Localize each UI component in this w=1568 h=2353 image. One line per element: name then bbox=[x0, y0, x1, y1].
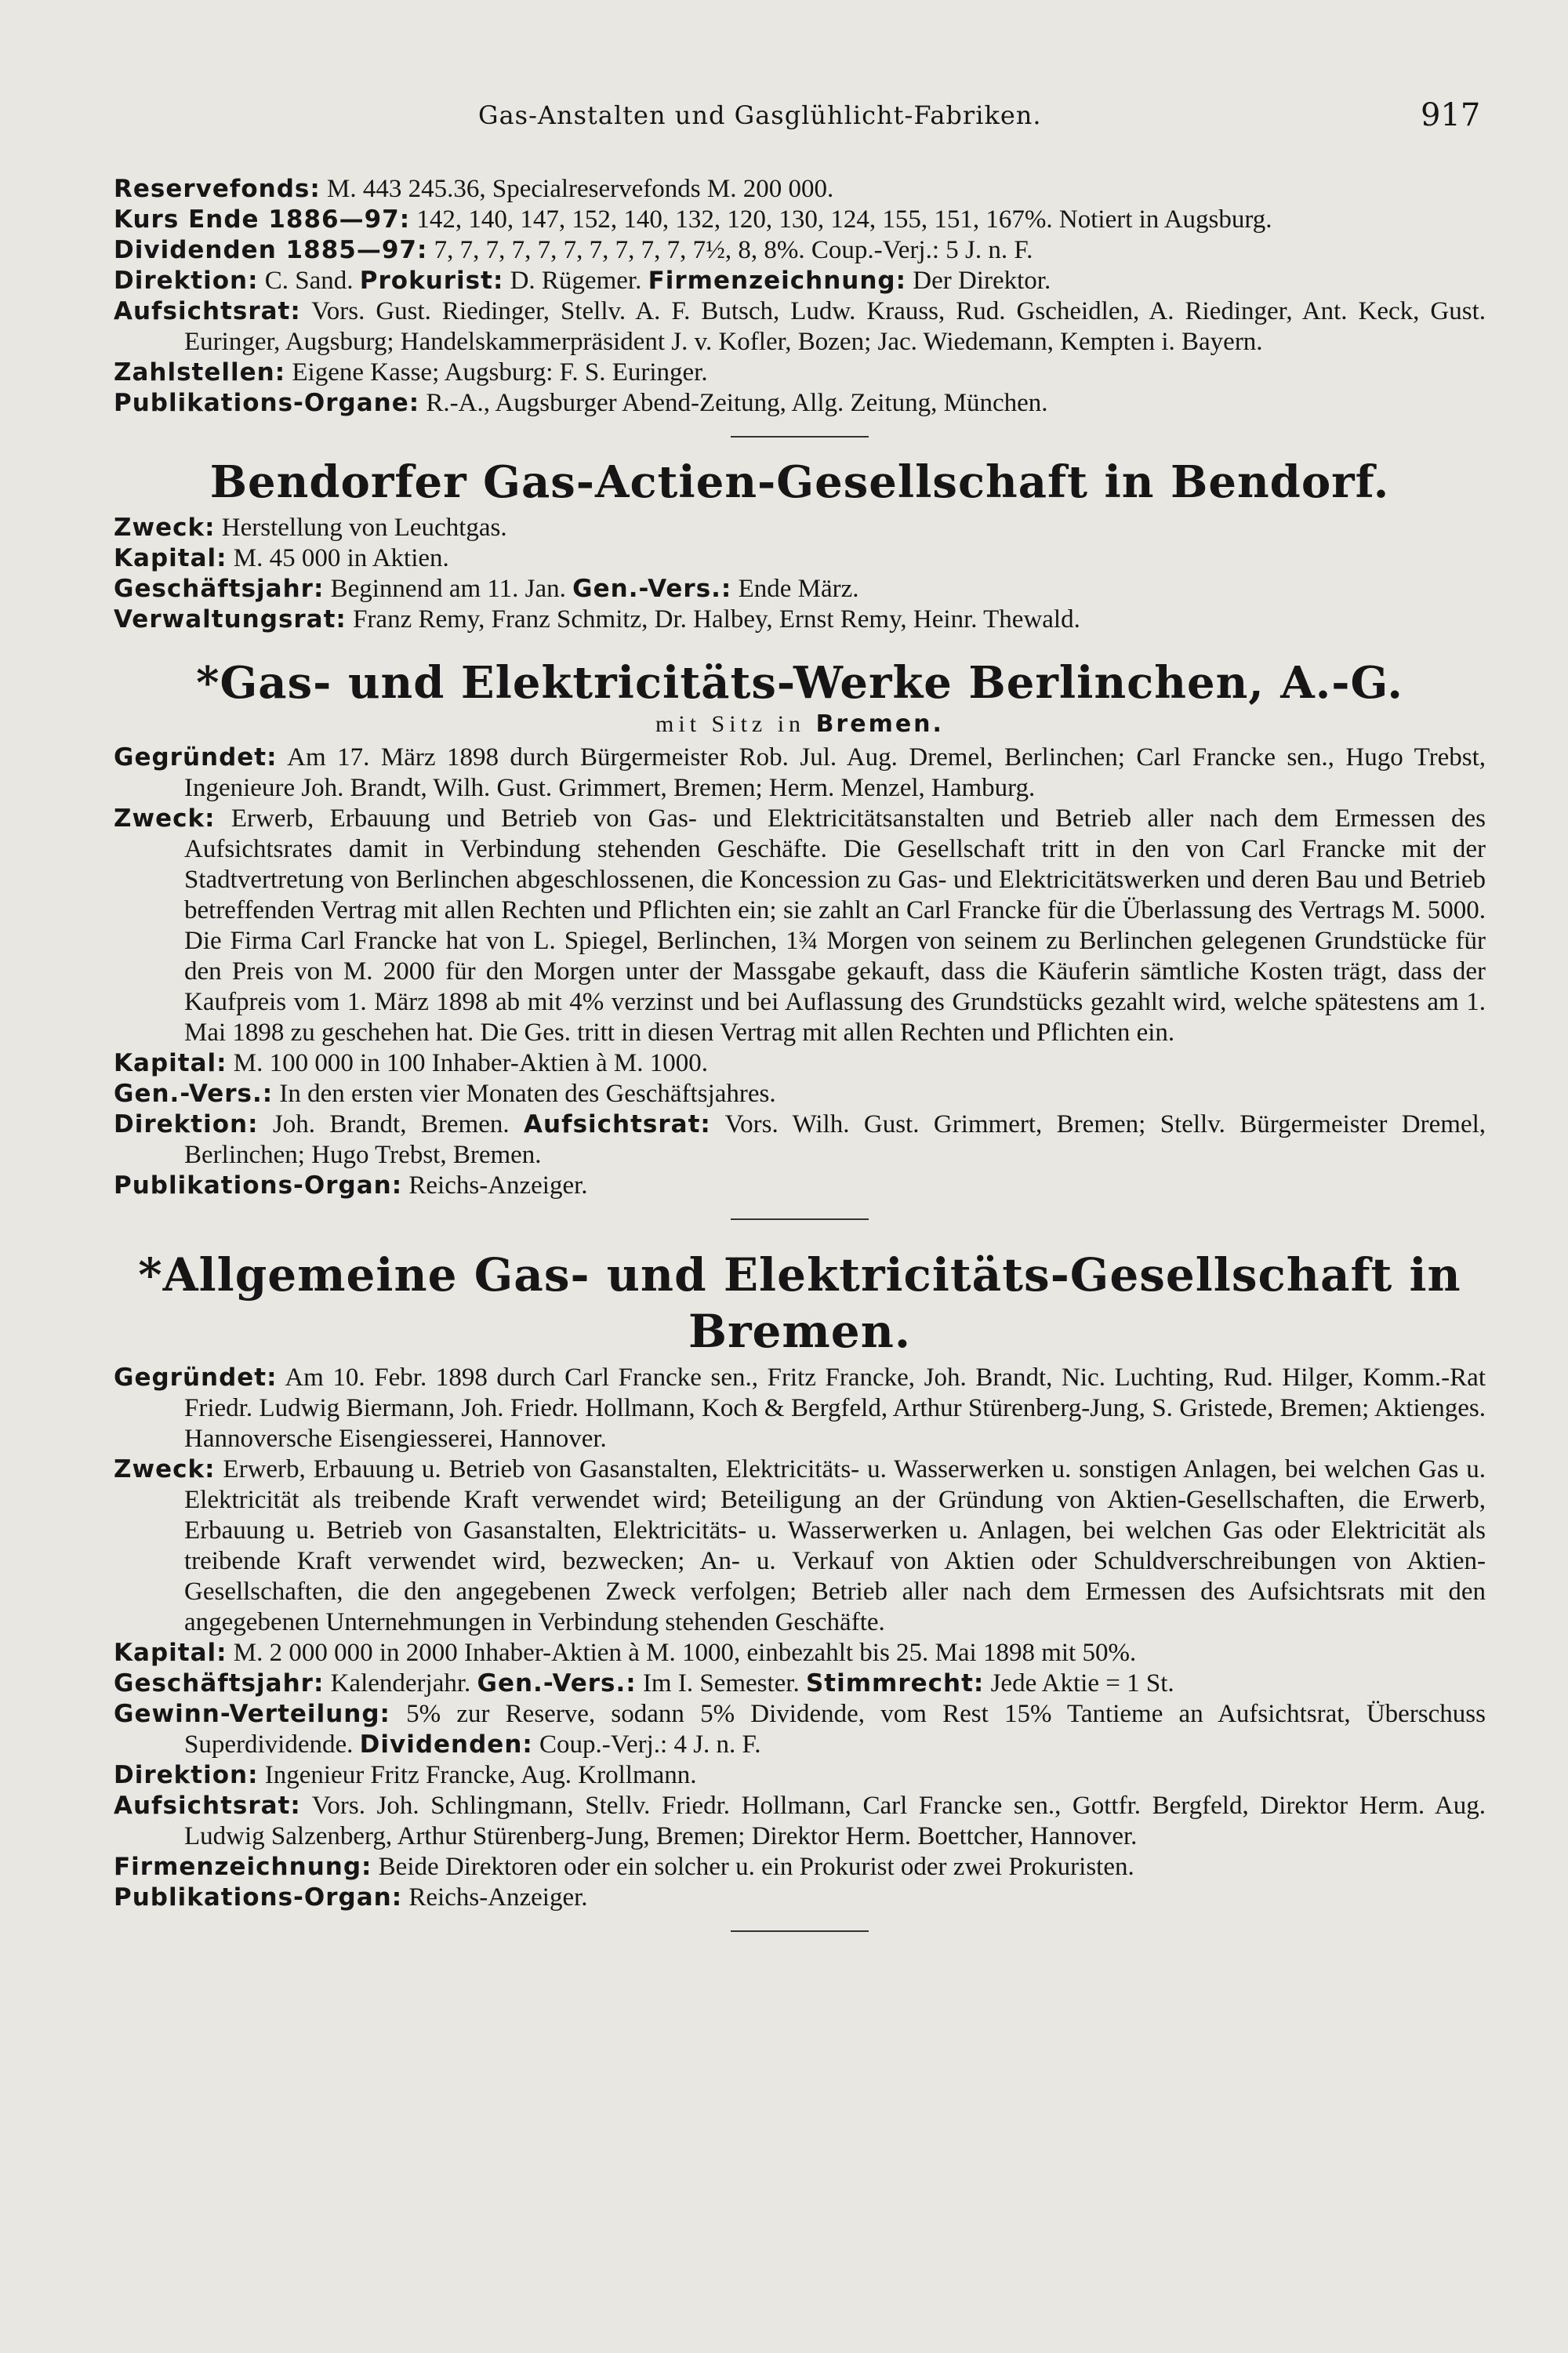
section-continuation bbox=[114, 174, 1486, 438]
entry-label: Firmenzeichnung: bbox=[114, 1853, 372, 1881]
entry-label: Stimmrecht: bbox=[805, 1669, 985, 1698]
entry-text: 5% zur Reserve, sodann 5% Dividende, vom Rest 15% Tantieme an Aufsichtsrat, Überschuss Superdividende. bbox=[184, 1700, 1486, 1759]
entry-text: Joh. Brandt, Bremen. bbox=[258, 1110, 524, 1138]
entry-label: Gewinn-Verteilung: bbox=[114, 1700, 390, 1728]
entry-gegruendet bbox=[114, 743, 1486, 804]
entry-text: D. Rügemer. bbox=[503, 267, 648, 295]
section-divider bbox=[731, 1218, 869, 1220]
entry-text: C. Sand. bbox=[258, 267, 360, 295]
entry-text: In den ersten vier Monaten des Geschäftsjahres. bbox=[273, 1080, 776, 1108]
entry-text: Erwerb, Erbauung u. Betrieb von Gasanstalten, Elektricitäts- u. Wasserwerken u. sonstigen Anlagen, bei welchen Gas u. Elektricität als treibende Kraft verwendet wird; Beteiligung an der Gründung von Aktien-Gesellschaften, die Erwerb, Erbauung u. Betrieb von Gasanstalten, Elektricitäts- u. Wasserwerken u. Anlagen, bei welchen Gas oder Elektricität als treibende Kraft verwendet wird, bezwecken; An- u. Verkauf von Aktien oder Schuldverschreibungen von Aktien-Gesellschaften, die den angegebenen Zweck verfolgen; Betrieb aller nach dem Ermessen des Aufsichtsrats mit den angegebenen Unternehmungen in Verbindung stehenden Geschäfte. bbox=[184, 1455, 1486, 1636]
entry-text: Jede Aktie = 1 St. bbox=[984, 1669, 1174, 1698]
entry-publikations bbox=[114, 1171, 1486, 1201]
entry-text: Eigene Kasse; Augsburg: F. S. Euringer. bbox=[285, 358, 708, 387]
section-divider bbox=[731, 1930, 869, 1932]
entry-label: Verwaltungsrat: bbox=[114, 605, 347, 634]
entry-zweck bbox=[114, 1454, 1486, 1638]
entry-text: Reichs-Anzeiger. bbox=[402, 1883, 588, 1912]
entry-label: Zahlstellen: bbox=[114, 358, 286, 387]
entry-label: Dividenden: bbox=[359, 1730, 533, 1759]
entry-text: M. 443 245.36, Specialreservefonds M. 200 000. bbox=[320, 175, 834, 203]
section-bendorfer bbox=[114, 455, 1486, 635]
entry-label: Zweck: bbox=[114, 1455, 216, 1483]
company-title: Bendorfer Gas-Actien-Gesellschaft in Bendorf. bbox=[209, 456, 1390, 508]
entry-label: Direktion: bbox=[114, 1761, 259, 1789]
entry-zweck bbox=[114, 804, 1486, 1048]
entry-kurs bbox=[114, 205, 1486, 235]
entry-text: Vors. Joh. Schlingmann, Stellv. Friedr. Hollmann, Carl Francke sen., Gottfr. Bergfeld, Direktor Herm. Aug. Ludwig Salzenberg, Arthur Stürenberg-Jung, Bremen; Direktor Herm. Boettcher, Hannover. bbox=[184, 1792, 1486, 1850]
entry-text: M. 2 000 000 in 2000 Inhaber-Aktien à M. 1000, einbezahlt bis 25. Mai 1898 mit 50%. bbox=[227, 1639, 1137, 1667]
entry-text: Ingenieur Fritz Francke, Aug. Krollmann. bbox=[258, 1761, 697, 1789]
entry-text: Beide Direktoren oder ein solcher u. ein Prokurist oder zwei Prokuristen. bbox=[372, 1853, 1134, 1881]
entry-label: Geschäftsjahr: bbox=[114, 575, 325, 603]
entry-label: Gen.-Vers.: bbox=[477, 1669, 637, 1698]
section-berlinchen bbox=[114, 655, 1486, 1220]
entry-label: Kurs Ende 1886—97: bbox=[114, 205, 411, 234]
entry-label: Publikations-Organ: bbox=[114, 1171, 403, 1200]
running-title: Gas-Anstalten und Gasglühlicht-Fabriken. bbox=[478, 100, 1042, 130]
entry-zweck bbox=[114, 513, 1486, 543]
company-title: *Gas- und Elektricitäts-Werke Berlinchen, A.-G. bbox=[196, 657, 1403, 709]
entry-geschaeftsjahr bbox=[114, 574, 1486, 605]
entry-label: Publikations-Organ: bbox=[114, 1883, 403, 1912]
entry-label: Gegründet: bbox=[114, 1364, 278, 1392]
entry-label: Zweck: bbox=[114, 514, 216, 542]
entry-direktion bbox=[114, 1760, 1486, 1791]
entry-text: Am 17. März 1898 durch Bürgermeister Rob. Jul. Aug. Dremel, Berlinchen; Carl Francke sen., Hugo Trebst, Ingenieure Joh. Brandt, Wilh. Gust. Grimmert, Bremen; Herm. Menzel, Hamburg. bbox=[184, 743, 1486, 802]
entry-label: Aufsichtsrat: bbox=[524, 1110, 711, 1138]
entry-text: Reichs-Anzeiger. bbox=[402, 1171, 588, 1200]
entry-kapital bbox=[114, 1048, 1486, 1079]
entry-zahlstellen bbox=[114, 358, 1486, 388]
company-subtitle bbox=[114, 710, 1486, 738]
entry-label: Direktion: bbox=[114, 1110, 259, 1138]
entry-text: 142, 140, 147, 152, 140, 132, 120, 130, 124, 155, 151, 167%. Notiert in Augsburg. bbox=[410, 205, 1272, 234]
entry-aufsichtsrat bbox=[114, 296, 1486, 358]
entry-text: Beginnend am 11. Jan. bbox=[324, 575, 573, 603]
entry-reservefonds bbox=[114, 174, 1486, 205]
entry-publikations bbox=[114, 388, 1486, 419]
subtitle-city: Bremen. bbox=[815, 710, 944, 738]
entry-text: M. 45 000 in Aktien. bbox=[227, 544, 449, 572]
entry-verwaltungsrat bbox=[114, 605, 1486, 635]
entry-kapital bbox=[114, 1638, 1486, 1669]
entry-label: Gen.-Vers.: bbox=[572, 575, 732, 603]
entry-label: Aufsichtsrat: bbox=[114, 297, 301, 325]
entry-text: R.-A., Augsburger Abend-Zeitung, Allg. Zeitung, München. bbox=[419, 389, 1048, 417]
entry-gegruendet bbox=[114, 1363, 1486, 1454]
entry-label: Firmenzeichnung: bbox=[648, 267, 906, 295]
entry-direktion bbox=[114, 266, 1486, 296]
entry-label: Geschäftsjahr: bbox=[114, 1669, 325, 1698]
entry-text: 7, 7, 7, 7, 7, 7, 7, 7, 7, 7, 7½, 8, 8%. Coup.-Verj.: 5 J. n. F. bbox=[427, 236, 1033, 264]
entry-text: Der Direktor. bbox=[906, 267, 1051, 295]
entry-dividenden bbox=[114, 235, 1486, 266]
entry-gen-vers bbox=[114, 1079, 1486, 1109]
entry-gewinn-verteilung bbox=[114, 1699, 1486, 1760]
entry-label: Reservefonds: bbox=[114, 175, 321, 203]
page-header bbox=[0, 97, 1568, 140]
entry-text: Am 10. Febr. 1898 durch Carl Francke sen., Fritz Francke, Joh. Brandt, Nic. Luchting, Rud. Hilger, Komm.-Rat Friedr. Ludwig Biermann, Joh. Friedr. Hollmann, Koch & Bergfeld, Arthur Stürenberg-Jung, S. Gristede, Bremen; Aktienges. Hannoversche Eisengiesserei, Hannover. bbox=[184, 1364, 1486, 1453]
entry-label: Gegründet: bbox=[114, 743, 278, 772]
entry-label: Publikations-Organe: bbox=[114, 389, 420, 417]
entry-text: Kalenderjahr. bbox=[324, 1669, 477, 1698]
entry-text: Coup.-Verj.: 4 J. n. F. bbox=[532, 1730, 761, 1759]
entry-direktion bbox=[114, 1109, 1486, 1171]
entry-firmenzeichnung bbox=[114, 1852, 1486, 1883]
entry-label: Dividenden 1885—97: bbox=[114, 236, 428, 264]
entry-kapital bbox=[114, 543, 1486, 574]
entry-text: Vors. Wilh. Gust. Grimmert, Bremen; Stellv. Bürgermeister Dremel, Berlinchen; Hugo Trebst, Bremen. bbox=[184, 1110, 1486, 1169]
entry-label: Gen.-Vers.: bbox=[114, 1080, 274, 1108]
entry-label: Zweck: bbox=[114, 804, 216, 833]
entry-publikations bbox=[114, 1883, 1486, 1913]
entry-text: Ende März. bbox=[731, 575, 859, 603]
entry-text: Franz Remy, Franz Schmitz, Dr. Halbey, Ernst Remy, Heinr. Thewald. bbox=[346, 605, 1080, 634]
entry-label: Direktion: bbox=[114, 267, 259, 295]
entry-label: Kapital: bbox=[114, 1639, 227, 1667]
page-number: 917 bbox=[1421, 97, 1481, 133]
entry-label: Prokurist: bbox=[359, 267, 504, 295]
entry-geschaeftsjahr bbox=[114, 1669, 1486, 1699]
entry-label: Kapital: bbox=[114, 1049, 227, 1077]
entry-text: Im I. Semester. bbox=[636, 1669, 806, 1698]
entry-text: Erwerb, Erbauung und Betrieb von Gas- und Elektricitätsanstalten und Betrieb aller nach dem Ermessen des Aufsichtsrates damit in Verbindung stehenden Geschäfte. Die Gesellschaft tritt in den von Carl Francke mit der Stadtvertretung von Berlinchen abgeschlossenen, die Koncession zu Gas- und Elektricitätswerken und deren Bau und Betrieb betreffenden Vertrag mit allen Rechten und Pflichten ein; sie zahlt an Carl Francke für die Überlassung des Vertrags M. 5000. Die Firma Carl Francke hat von L. Spiegel, Berlinchen, 1¾ Morgen von seinem zu Berlinchen gelegenen Grundstücke für den Preis von M. 2000 für den Morgen unter der Massgabe gekauft, dass die Käuferin sämtliche Kosten trägt, dass der Kaufpreis vom 1. März 1898 ab mit 4% verzinst und bei Auflassung des Grundstücks gezahlt wird, welche spätestens am 1. Mai 1898 zu geschehen hat. Die Ges. tritt in diesen Vertrag mit allen Rechten und Pflichten ein. bbox=[184, 804, 1486, 1047]
section-allgemeine bbox=[114, 1247, 1486, 1932]
subtitle-prefix: mit Sitz in bbox=[655, 711, 816, 737]
entry-label: Kapital: bbox=[114, 544, 227, 572]
entry-label: Aufsichtsrat: bbox=[114, 1792, 301, 1820]
entry-text: Vors. Gust. Riedinger, Stellv. A. F. Butsch, Ludw. Krauss, Rud. Gscheidlen, A. Riedinger, Ant. Keck, Gust. Euringer, Augsburg; Handelskammerpräsident J. v. Kofler, Bozen; Jac. Wiedemann, Kempten i. Bayern. bbox=[184, 297, 1486, 356]
entry-text: Herstellung von Leuchtgas. bbox=[215, 514, 507, 542]
section-divider bbox=[731, 436, 869, 438]
entry-aufsichtsrat bbox=[114, 1791, 1486, 1852]
page-content bbox=[114, 174, 1486, 1932]
company-title: *Allgemeine Gas- und Elektricitäts-Gesellschaft in Bremen. bbox=[138, 1248, 1461, 1358]
entry-text: M. 100 000 in 100 Inhaber-Aktien à M. 1000. bbox=[227, 1049, 708, 1077]
